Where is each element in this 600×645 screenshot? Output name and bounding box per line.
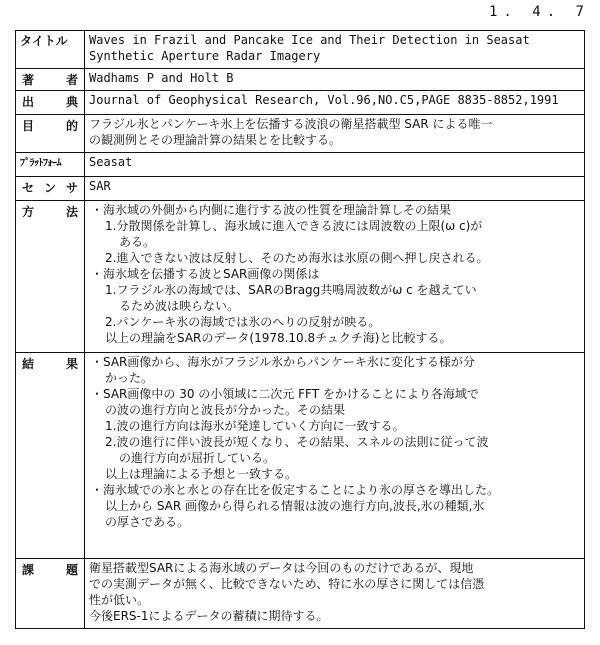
purpose-line-1: フラジル氷とパンケーキ氷上を伝播する波浪の衛星搭載型 SAR による唯一 — [89, 117, 493, 131]
method-line-1: ・海氷域の外側から内側に進行する波の性質を理論計算しその結果 — [91, 203, 452, 217]
method-line-6: 1.フラジル氷の海域では、SARのBragg共鳴周波数がω c を越えてい — [105, 283, 477, 297]
row-title — [16, 31, 585, 69]
title-line-1: Waves in Frazil and Pancake Ice and Their Detection in Seasat — [89, 33, 530, 47]
value-sensor: SAR — [85, 177, 585, 201]
label-results: 結 果 — [16, 353, 85, 559]
results-line-2: かった。 — [105, 371, 154, 385]
results-line-9: ・海氷域での氷と水との存在比を仮定することにより氷の厚さを導出した。 — [91, 483, 500, 497]
results-line-11: の厚さである。 — [105, 515, 190, 529]
value-source: Journal of Geophysical Research, Vol.96,NO.C5,PAGE 8835-8852,1991 — [85, 91, 585, 115]
value-purpose — [85, 115, 585, 153]
method-line-5: ・海氷域を伝播する波とSAR画像の関係は — [91, 267, 320, 281]
label-purpose: 目 的 — [16, 115, 85, 153]
row-source — [16, 91, 585, 115]
row-platform — [16, 153, 585, 177]
value-results — [85, 353, 585, 559]
results-line-8: 以上は理論による予想と一致する。 — [105, 467, 298, 481]
label-method: 方 法 — [16, 201, 85, 353]
issues-line-4: 今後ERS-1によるデータの蓄積に期待する。 — [89, 609, 329, 623]
results-line-10: 以上から SAR 画像から得られる情報は波の進行方向,波長,氷の種類,氷 — [105, 499, 485, 513]
issues-line-3: 性が低い。 — [89, 593, 150, 607]
value-issues — [85, 559, 585, 629]
results-line-4: の波の進行方向と波長が分かった。その結果 — [105, 403, 346, 417]
value-method — [85, 201, 585, 353]
row-purpose — [16, 115, 585, 153]
results-line-1: ・SAR画像から、海氷がフラジル氷からパンケーキ氷に変化する様が分 — [91, 355, 475, 369]
title-line-2: Synthetic Aperture Radar Imagery — [89, 49, 321, 63]
method-line-7: るため波は映らない。 — [119, 299, 240, 313]
row-results — [16, 353, 585, 559]
method-line-8: 2.パンケーキ氷の海域では氷のへりの反射が映る。 — [105, 315, 381, 329]
value-title — [85, 31, 585, 69]
purpose-line-2: の観測例とその理論計算の結果とを比較する。 — [89, 133, 342, 147]
issues-line-1: 衛星搭載型SARによる海氷域のデータは今回のものだけであるが、現地 — [89, 561, 474, 575]
label-sensor: セ ン サ — [16, 177, 85, 201]
results-line-7: の進行方向が屈折している。 — [119, 451, 276, 465]
method-line-4: 2.進入できない波は反射し、そのため海氷は氷原の側へ押し戻される。 — [105, 251, 489, 265]
label-issues: 課 題 — [16, 559, 85, 629]
method-line-2: 1.分散関係を計算し、海氷域に進入できる波には周波数の上限(ω c)が — [105, 219, 483, 233]
row-author — [16, 69, 585, 91]
method-line-9: 以上の理論をSARのデータ(1978.10.8チュクチ海)と比較する。 — [105, 331, 452, 345]
label-title: タイトル — [16, 31, 85, 69]
label-platform: ﾌﾟﾗｯﾄﾌｫｰﾑ — [16, 153, 85, 177]
value-author: Wadhams P and Holt B — [85, 69, 585, 91]
method-line-3: ある。 — [119, 235, 156, 249]
results-line-6: 2.波の進行に伴い波長が短くなり、その結果、スネルの法則に従って波 — [105, 435, 489, 449]
row-method — [16, 201, 585, 353]
page-number: 1. 4. 7 — [488, 4, 590, 20]
results-line-3: ・SAR画像中の 30 の小領域に二次元 FFT をかけることにより各海域で — [91, 387, 479, 401]
label-author: 著 者 — [16, 69, 85, 91]
row-sensor — [16, 177, 585, 201]
results-line-5: 1.波の進行方向は海氷が発達していく方向に一致する。 — [105, 419, 405, 433]
label-source: 出 典 — [16, 91, 85, 115]
row-issues — [16, 559, 585, 629]
value-platform: Seasat — [85, 153, 585, 177]
issues-line-2: での実測データが無く、比較できないため、特に氷の厚さに関しては信憑 — [89, 577, 485, 591]
document-sheet — [15, 30, 585, 629]
